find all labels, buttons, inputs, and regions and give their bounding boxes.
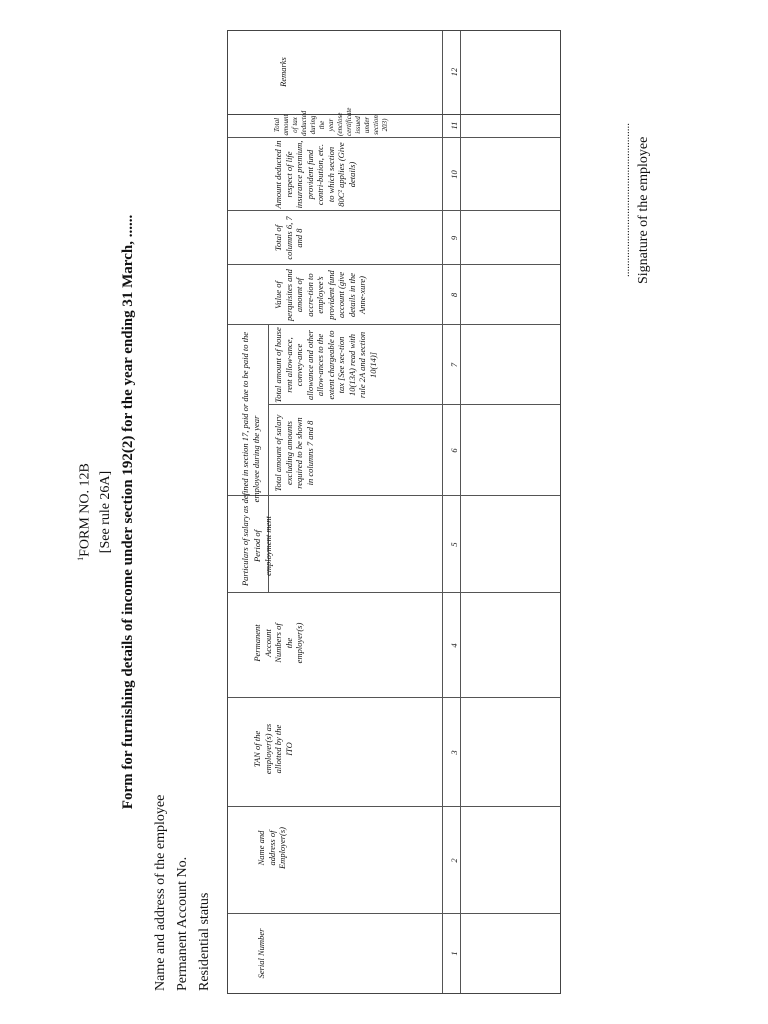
header-bottom-line	[442, 31, 443, 114]
salary-details-table	[227, 107, 561, 994]
signature-line: ........................................................	[620, 123, 632, 277]
column-divider	[228, 592, 560, 593]
form-title: Form for furnishing details of income under section 192(2) for the year ending 31 March, ......	[120, 214, 136, 810]
col-number: 8	[449, 292, 459, 298]
rule-reference: [See rule 26A]	[98, 470, 113, 554]
col-header-allowances: Total amount of house rent allow-ance, convey-ance allowance and other allow-ances to the extent chargeable to tax [See sec-tion 10(13A) read with rule 2A and section 10(14)]	[273, 327, 378, 403]
col-header-deductions: Amount deducted in respect of life insurance premium, provident fund contri-bution, etc. to which section 80C² applies (Give details)	[273, 140, 357, 209]
signature-label: Signature of the employee	[636, 136, 651, 284]
column-divider	[228, 324, 560, 325]
column-divider	[228, 913, 560, 914]
residential-status-label: Residential status	[197, 892, 212, 991]
column-divider	[228, 210, 560, 211]
employee-pan-label: Permanent Account No.	[175, 856, 190, 991]
col-number: 1	[449, 951, 459, 956]
col-number: 10	[449, 170, 459, 179]
col-number: 12	[449, 67, 459, 77]
col-number: 6	[449, 448, 459, 453]
number-row-line	[460, 31, 461, 114]
salary-group-header: Particulars of salary as defined in section 17, paid or due to be paid to the employee during the year	[240, 331, 261, 587]
column-divider	[228, 137, 560, 138]
col-header-employer-name: Name and address of Employer(s)	[256, 827, 287, 870]
col-header-tan: TAN of the employer(s) as allotted by the ITO	[252, 723, 294, 775]
col-number: 11	[449, 121, 459, 130]
col-header-employer-pan: Permanent Account Numbers of the employer(s)	[252, 622, 304, 664]
col-header-total: Total of columns 6, 7 and 8	[273, 216, 304, 260]
col-number: 4	[449, 643, 459, 648]
column-divider	[228, 495, 560, 496]
col-header-remarks: Remarks	[278, 57, 288, 87]
form-number	[76, 0, 94, 1024]
col-number: 2	[449, 858, 459, 863]
form-footnote-mark: 1	[76, 556, 85, 561]
col-number: 5	[449, 542, 459, 547]
column-divider	[268, 404, 560, 405]
column-divider	[228, 697, 560, 698]
col-header-tax-deducted: Total amount of tax deducted during the year (enclose certificate issued under section 203)	[273, 107, 389, 136]
header-bottom-line	[442, 115, 443, 993]
col-header-salary: Total amount of salary excluding amounts required to be shown in columns 7 and 8	[273, 414, 315, 492]
column-divider	[228, 264, 560, 265]
column-divider	[228, 806, 560, 807]
col-number: 3	[449, 750, 459, 755]
col-number: 9	[449, 235, 459, 241]
col-header-perquisites: Value of perquisites and amount of accre-tion to employee’s provident fund account (give details in the Anne-xure)	[273, 269, 367, 321]
col-number: 7	[449, 362, 459, 368]
col-header-period: Period of employment ment	[252, 516, 273, 576]
employee-name-address-label: Name and address of the employee	[153, 794, 168, 991]
col-header-serial: Serial Number	[256, 928, 266, 979]
number-row-line	[460, 115, 461, 993]
form-number-text: FORM NO. 12B	[77, 463, 93, 557]
remarks-column	[227, 30, 561, 114]
